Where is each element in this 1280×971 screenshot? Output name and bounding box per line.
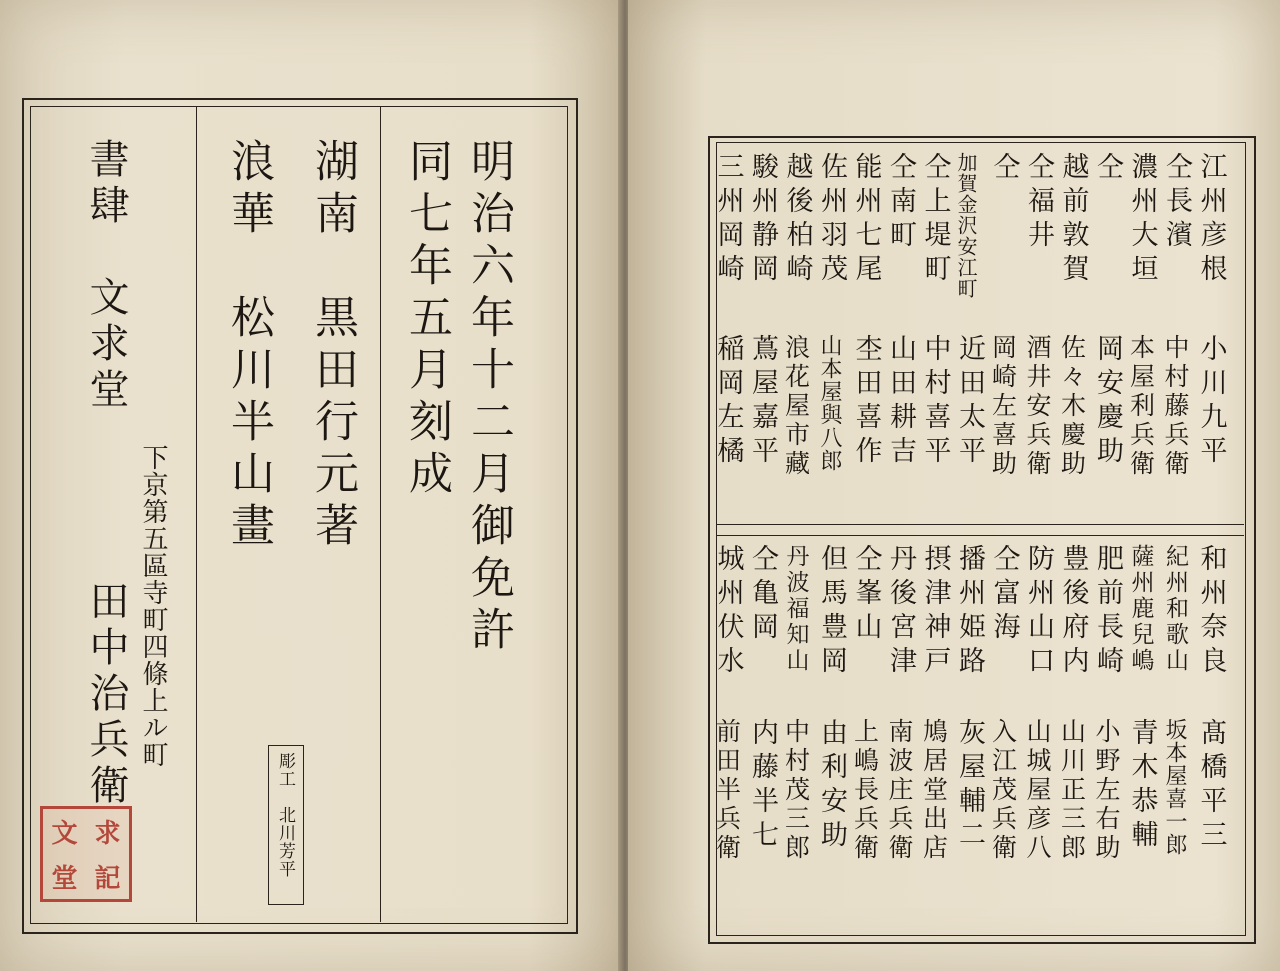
colophon-divider: [196, 107, 197, 922]
publisher-address: 下京第五區寺町四條上ル町: [138, 444, 168, 768]
distributor-name: 酒井安兵衛: [1023, 334, 1052, 479]
distributor-name: 岡安慶助: [1092, 334, 1123, 470]
distributor-place: 肥前長崎: [1092, 544, 1123, 680]
distributor-name: 髙橋平三: [1195, 718, 1227, 854]
seal-char: 文: [51, 819, 78, 849]
seal-char: 堂: [51, 864, 78, 894]
distributor-place: 豊後府内: [1057, 544, 1089, 680]
distributor-name: 山川正三郎: [1057, 718, 1087, 863]
distributor-name: 由利安助: [816, 718, 847, 854]
distributor-name: 小川九平: [1195, 334, 1227, 470]
distributor-name: 本屋利兵衛: [1126, 334, 1156, 479]
list-section-divider: [716, 524, 1244, 525]
distributor-place: 防州山口: [1023, 544, 1054, 680]
carving-date: 同七年五月刻成: [401, 138, 452, 502]
distributor-name: 佐々木慶助: [1057, 334, 1087, 479]
distributor-place: 仝福井: [1023, 152, 1054, 254]
distributor-place: 仝富海: [988, 544, 1020, 646]
seal-char: 記: [94, 864, 121, 894]
distributor-place: 仝峯山: [850, 544, 882, 646]
distributor-name: 杢田喜作: [850, 334, 882, 470]
distributor-place: 紀州和歌山: [1162, 544, 1188, 674]
distributor-name: 上嶋長兵衛: [850, 718, 880, 863]
colophon-divider-2: [380, 107, 381, 922]
distributor-place: 和州奈良: [1195, 544, 1227, 680]
distributor-place: 能州七尾: [850, 152, 882, 288]
distributor-name: 中村藤兵衛: [1161, 334, 1190, 479]
distributor-name: 内藤半七: [747, 718, 778, 854]
distributor-name: 灰屋輔二: [954, 718, 985, 854]
distributor-place: 駿州静岡: [747, 152, 778, 288]
distributor-name: 中村喜平: [919, 334, 951, 470]
publisher-name: 田中治兵衛: [83, 580, 129, 810]
distributor-name: 入江茂兵衛: [988, 718, 1018, 863]
distributor-name: 小野左右助: [1092, 718, 1121, 863]
distributor-place: 濃州大垣: [1126, 152, 1158, 288]
distributor-place: 越後柏崎: [781, 152, 813, 288]
illustrator-credit: 浪華 松川半山畫: [223, 138, 274, 554]
distributor-place: 江州彦根: [1195, 152, 1227, 288]
distributor-name: 山田耕吉: [885, 334, 916, 470]
distributor-place: 仝長濱: [1161, 152, 1192, 254]
distributor-name: 青木恭輔: [1126, 718, 1158, 854]
distributor-place: 播州姫路: [954, 544, 985, 680]
seal-char: 求: [94, 819, 121, 849]
distributor-name: 坂本屋喜一郎: [1162, 718, 1187, 856]
distributor-place: 佐州羽茂: [816, 152, 847, 288]
distributor-name: 山本屋與八郎: [817, 334, 842, 472]
distributor-place: 仝: [1092, 152, 1123, 186]
distributor-name: 蔦屋嘉平: [747, 334, 778, 470]
carver-credit: 彫工 北川芳平: [275, 752, 295, 878]
distributor-name: 中村茂三郎: [781, 718, 811, 863]
distributor-place: 越前敦賀: [1057, 152, 1089, 288]
distributor-name: 浪花屋市藏: [781, 334, 811, 479]
distributor-name: 鳩居堂出店: [919, 718, 949, 863]
distributor-place: 丹波福知山: [782, 544, 809, 674]
distributor-name: 南波庄兵衛: [885, 718, 914, 863]
publisher-seal-stamp: [40, 806, 132, 902]
distributor-place: 薩州鹿兒嶋: [1127, 544, 1154, 674]
list-section-divider-2: [716, 535, 1244, 536]
distributor-place: 摂津神戸: [919, 544, 951, 680]
distributor-name: 稲岡左橘: [712, 334, 744, 470]
license-date: 明治六年十二月御免許: [463, 138, 514, 658]
distributor-list-page: [628, 0, 1280, 971]
distributor-name: 近田太平: [954, 334, 985, 470]
distributor-place: 仝亀岡: [747, 544, 778, 646]
distributor-place: 仝南町: [885, 152, 916, 254]
publisher-label: 書肆 文求堂: [83, 138, 129, 414]
distributor-name: 前田半兵衛: [712, 718, 742, 863]
colophon-page: [0, 0, 622, 971]
distributor-name: 岡崎左喜助: [988, 334, 1018, 479]
distributor-place: 加賀金沢安江町: [954, 152, 978, 299]
distributor-place: 三州岡崎: [712, 152, 744, 288]
distributor-place: 但馬豊岡: [816, 544, 847, 680]
distributor-name: 山城屋彦八: [1023, 718, 1052, 863]
distributor-place: 仝上堤町: [919, 152, 951, 288]
distributor-place: 仝: [988, 152, 1020, 186]
author-credit: 湖南 黒田行元著: [307, 138, 358, 554]
distributor-place: 城州伏水: [712, 544, 744, 680]
distributor-place: 丹後宮津: [885, 544, 916, 680]
